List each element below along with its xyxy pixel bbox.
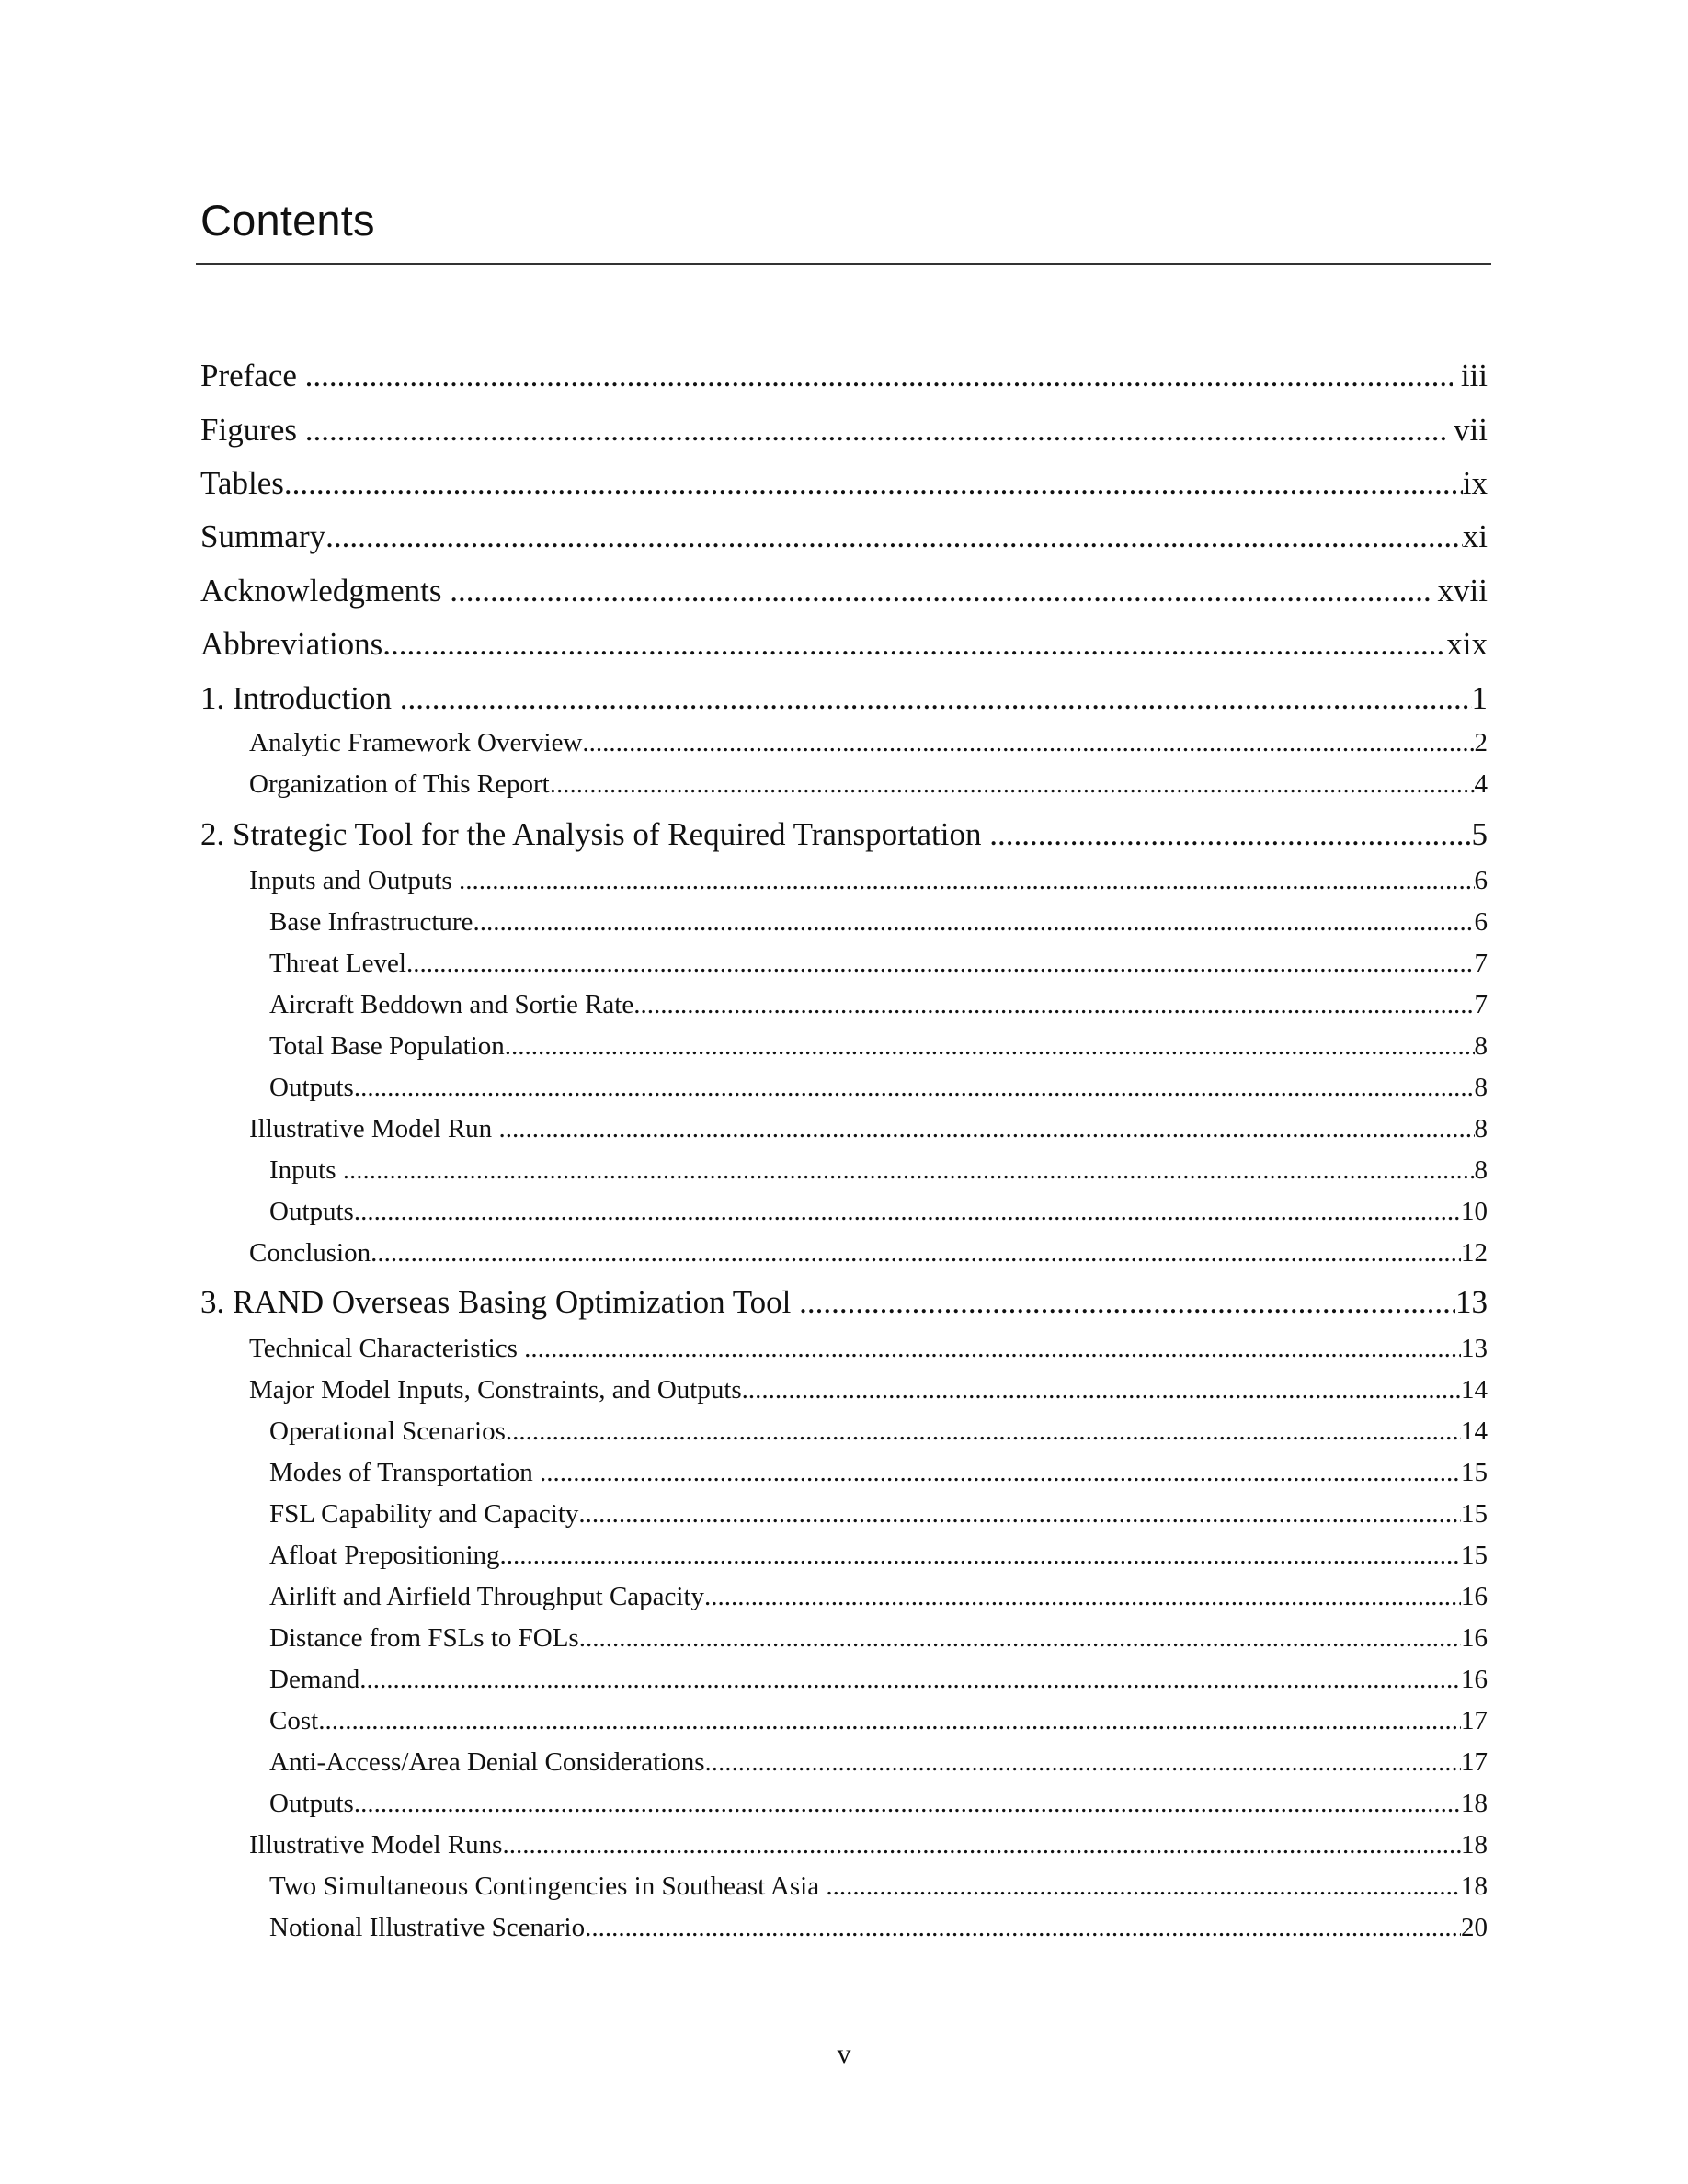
toc-entry-title: Illustrative Model Runs — [249, 1830, 503, 1860]
toc-entry-title: Preface — [200, 358, 305, 393]
toc-dot-leader — [450, 570, 1430, 612]
toc-entry-title: Distance from FSLs to FOLs — [269, 1623, 579, 1653]
toc-entry-title: Abbreviations — [200, 626, 383, 662]
toc-entry-page-number: 14 — [1461, 1416, 1488, 1446]
toc-entry[interactable] — [269, 1454, 1488, 1491]
toc-entry-title: Anti-Access/Area Denial Considerations — [269, 1747, 705, 1777]
toc-entry[interactable] — [269, 1620, 1488, 1656]
toc-dot-leader — [354, 1193, 1461, 1230]
toc-entry-title: Acknowledgments — [200, 573, 451, 609]
toc-entry[interactable] — [200, 570, 1488, 612]
toc-dot-leader — [500, 1537, 1461, 1574]
toc-entry-page-number: 5 — [1471, 816, 1488, 852]
toc-dot-leader — [524, 1330, 1461, 1367]
toc-entry-page-number: 17 — [1461, 1706, 1488, 1735]
toc-dot-leader — [354, 1069, 1475, 1106]
toc-entry[interactable] — [249, 1371, 1488, 1408]
toc-entry-title: Organization of This Report — [249, 769, 550, 799]
toc-entry[interactable] — [269, 1193, 1488, 1230]
toc-entry-title: Aircraft Beddown and Sortie Rate — [269, 990, 634, 1019]
toc-dot-leader — [826, 1868, 1461, 1905]
toc-entry-page-number: 8 — [1474, 1073, 1488, 1102]
toc-entry[interactable] — [269, 1909, 1488, 1946]
toc-entry[interactable] — [200, 813, 1488, 856]
toc-entry[interactable] — [269, 1744, 1488, 1780]
toc-entry[interactable] — [249, 862, 1488, 899]
toc-entry-page-number: 2 — [1474, 728, 1488, 757]
toc-entry-title: Major Model Inputs, Constraints, and Outputs — [249, 1375, 742, 1405]
toc-entry-page-number: 18 — [1461, 1830, 1488, 1860]
toc-dot-leader — [305, 409, 1446, 451]
toc-entry-title: 2. Strategic Tool for the Analysis of Required Transportation — [200, 816, 990, 852]
toc-dot-leader — [400, 677, 1472, 720]
toc-entry-title: Two Simultaneous Contingencies in Southeast Asia — [269, 1871, 827, 1901]
toc-entry-title: Cost — [269, 1706, 319, 1735]
toc-entry-page-number: vii — [1445, 412, 1488, 448]
toc-entry-page-number: 8 — [1474, 1114, 1488, 1143]
toc-entry-title: Outputs — [269, 1789, 354, 1818]
toc-entry-page-number: ix — [1462, 465, 1488, 501]
toc-entry[interactable] — [249, 1330, 1488, 1367]
toc-entry-title: Illustrative Model Run — [249, 1114, 499, 1143]
toc-dot-leader — [505, 1028, 1475, 1064]
toc-entry[interactable] — [249, 1110, 1488, 1147]
toc-entry[interactable] — [269, 904, 1488, 940]
toc-dot-leader — [989, 813, 1471, 856]
page-number: v — [837, 2039, 851, 2069]
toc-entry[interactable] — [269, 1661, 1488, 1698]
toc-entry[interactable] — [269, 1537, 1488, 1574]
toc-entry-title: Technical Characteristics — [249, 1334, 525, 1363]
toc-entry[interactable] — [200, 409, 1488, 451]
toc-entry[interactable] — [269, 1152, 1488, 1189]
toc-dot-leader — [406, 945, 1475, 982]
toc-entry[interactable] — [269, 1028, 1488, 1064]
toc-entry[interactable] — [200, 516, 1488, 558]
toc-entry-page-number: 20 — [1461, 1913, 1488, 1942]
toc-entry-title: Analytic Framework Overview — [249, 728, 583, 757]
toc-entry[interactable] — [269, 1868, 1488, 1905]
toc-entry[interactable] — [269, 1785, 1488, 1822]
toc-entry-title: 3. RAND Overseas Basing Optimization Tool — [200, 1284, 800, 1320]
toc-entry-page-number: 17 — [1461, 1747, 1488, 1777]
toc-entry[interactable] — [249, 1826, 1488, 1863]
toc-entry-page-number: 15 — [1461, 1458, 1488, 1487]
toc-dot-leader — [325, 516, 1463, 558]
toc-entry-title: Figures — [200, 412, 305, 448]
toc-entry-title: Threat Level — [269, 949, 406, 978]
toc-entry-page-number: 14 — [1461, 1375, 1488, 1405]
toc-entry[interactable] — [269, 1413, 1488, 1450]
toc-entry-page-number: 10 — [1461, 1197, 1488, 1226]
toc-entry[interactable] — [269, 1496, 1488, 1532]
toc-entry-page-number: xvii — [1429, 573, 1488, 609]
toc-entry-page-number: 7 — [1474, 949, 1488, 978]
toc-entry[interactable] — [200, 462, 1488, 505]
toc-entry[interactable] — [269, 986, 1488, 1023]
toc-entry-title: Outputs — [269, 1197, 354, 1226]
toc-entry-page-number: xi — [1462, 518, 1488, 554]
toc-entry-page-number: 6 — [1474, 907, 1488, 937]
toc-entry-title: Modes of Transportation — [269, 1458, 541, 1487]
toc-dot-leader — [506, 1413, 1461, 1450]
toc-entry-page-number: 13 — [1461, 1334, 1488, 1363]
toc-entry-title: Summary — [200, 518, 326, 554]
toc-dot-leader — [582, 724, 1474, 761]
toc-entry-title: Afloat Prepositioning — [269, 1541, 500, 1570]
toc-dot-leader — [633, 986, 1474, 1023]
toc-entry-title: Airlift and Airfield Throughput Capacity — [269, 1582, 705, 1611]
toc-dot-leader — [343, 1152, 1475, 1189]
toc-entry-title: Conclusion — [249, 1238, 371, 1268]
toc-dot-leader — [284, 462, 1463, 505]
toc-entry-title: FSL Capability and Capacity — [269, 1499, 579, 1529]
toc-entry[interactable] — [249, 766, 1488, 802]
toc-dot-leader — [382, 623, 1446, 665]
toc-entry[interactable] — [200, 623, 1488, 665]
toc-dot-leader — [742, 1371, 1461, 1408]
toc-entry-page-number: 7 — [1474, 990, 1488, 1019]
toc-entry-page-number: 16 — [1461, 1623, 1488, 1653]
toc-entry-title: Base Infrastructure — [269, 907, 473, 937]
toc-dot-leader — [359, 1661, 1461, 1698]
toc-entry-title: 1. Introduction — [200, 680, 400, 716]
heading-rule — [196, 263, 1491, 265]
toc-entry-page-number: 4 — [1474, 769, 1488, 799]
toc-dot-leader — [305, 355, 1453, 397]
toc-dot-leader — [354, 1785, 1461, 1822]
toc-entry-page-number: iii — [1453, 358, 1488, 393]
toc-entry-page-number: 8 — [1474, 1031, 1488, 1061]
toc-entry-page-number: 12 — [1461, 1238, 1488, 1268]
toc-entry-page-number: 18 — [1461, 1789, 1488, 1818]
toc-dot-leader — [585, 1909, 1461, 1946]
toc-entry[interactable] — [249, 1234, 1488, 1271]
toc-entry-title: Operational Scenarios — [269, 1416, 506, 1446]
toc-dot-leader — [498, 1110, 1474, 1147]
toc-dot-leader — [540, 1454, 1461, 1491]
toc-entry-title: Inputs and Outputs — [249, 866, 459, 895]
toc-entry[interactable] — [269, 945, 1488, 982]
toc-entry-page-number: 13 — [1455, 1284, 1488, 1320]
toc-dot-leader — [371, 1234, 1461, 1271]
toc-entry-page-number: 18 — [1461, 1871, 1488, 1901]
toc-entry-page-number: 8 — [1474, 1155, 1488, 1185]
toc-entry-title: Total Base Population — [269, 1031, 505, 1061]
toc-dot-leader — [579, 1620, 1461, 1656]
toc-dot-leader — [704, 1578, 1461, 1615]
toc-dot-leader — [578, 1496, 1461, 1532]
toc-entry-page-number: 6 — [1474, 866, 1488, 895]
toc-entry-title: Inputs — [269, 1155, 343, 1185]
toc-entry-page-number: 16 — [1461, 1582, 1488, 1611]
toc-dot-leader — [550, 766, 1475, 802]
toc-entry[interactable] — [249, 724, 1488, 761]
toc-entry-page-number: 16 — [1461, 1665, 1488, 1694]
toc-entry-title: Demand — [269, 1665, 360, 1694]
toc-entry[interactable] — [200, 677, 1488, 720]
toc-dot-leader — [705, 1744, 1461, 1780]
toc-entry-title: Notional Illustrative Scenario — [269, 1913, 586, 1942]
toc-entry[interactable] — [200, 355, 1488, 397]
toc-dot-leader — [473, 904, 1474, 940]
toc-entry-title: Outputs — [269, 1073, 354, 1102]
toc-entry-page-number: 1 — [1471, 680, 1488, 716]
toc-entry-page-number: 15 — [1461, 1499, 1488, 1529]
toc-entry-title: Tables — [200, 465, 284, 501]
toc-entry-page-number: 15 — [1461, 1541, 1488, 1570]
toc-dot-leader — [799, 1281, 1455, 1324]
toc-entry[interactable] — [269, 1578, 1488, 1615]
toc-entry[interactable] — [269, 1069, 1488, 1106]
toc-entry[interactable] — [269, 1702, 1488, 1739]
toc-dot-leader — [502, 1826, 1461, 1863]
toc-dot-leader — [459, 862, 1475, 899]
toc-entry[interactable] — [200, 1281, 1488, 1324]
contents-heading: Contents — [200, 196, 375, 245]
toc-entry-page-number: xix — [1446, 626, 1488, 662]
toc-dot-leader — [318, 1702, 1461, 1739]
